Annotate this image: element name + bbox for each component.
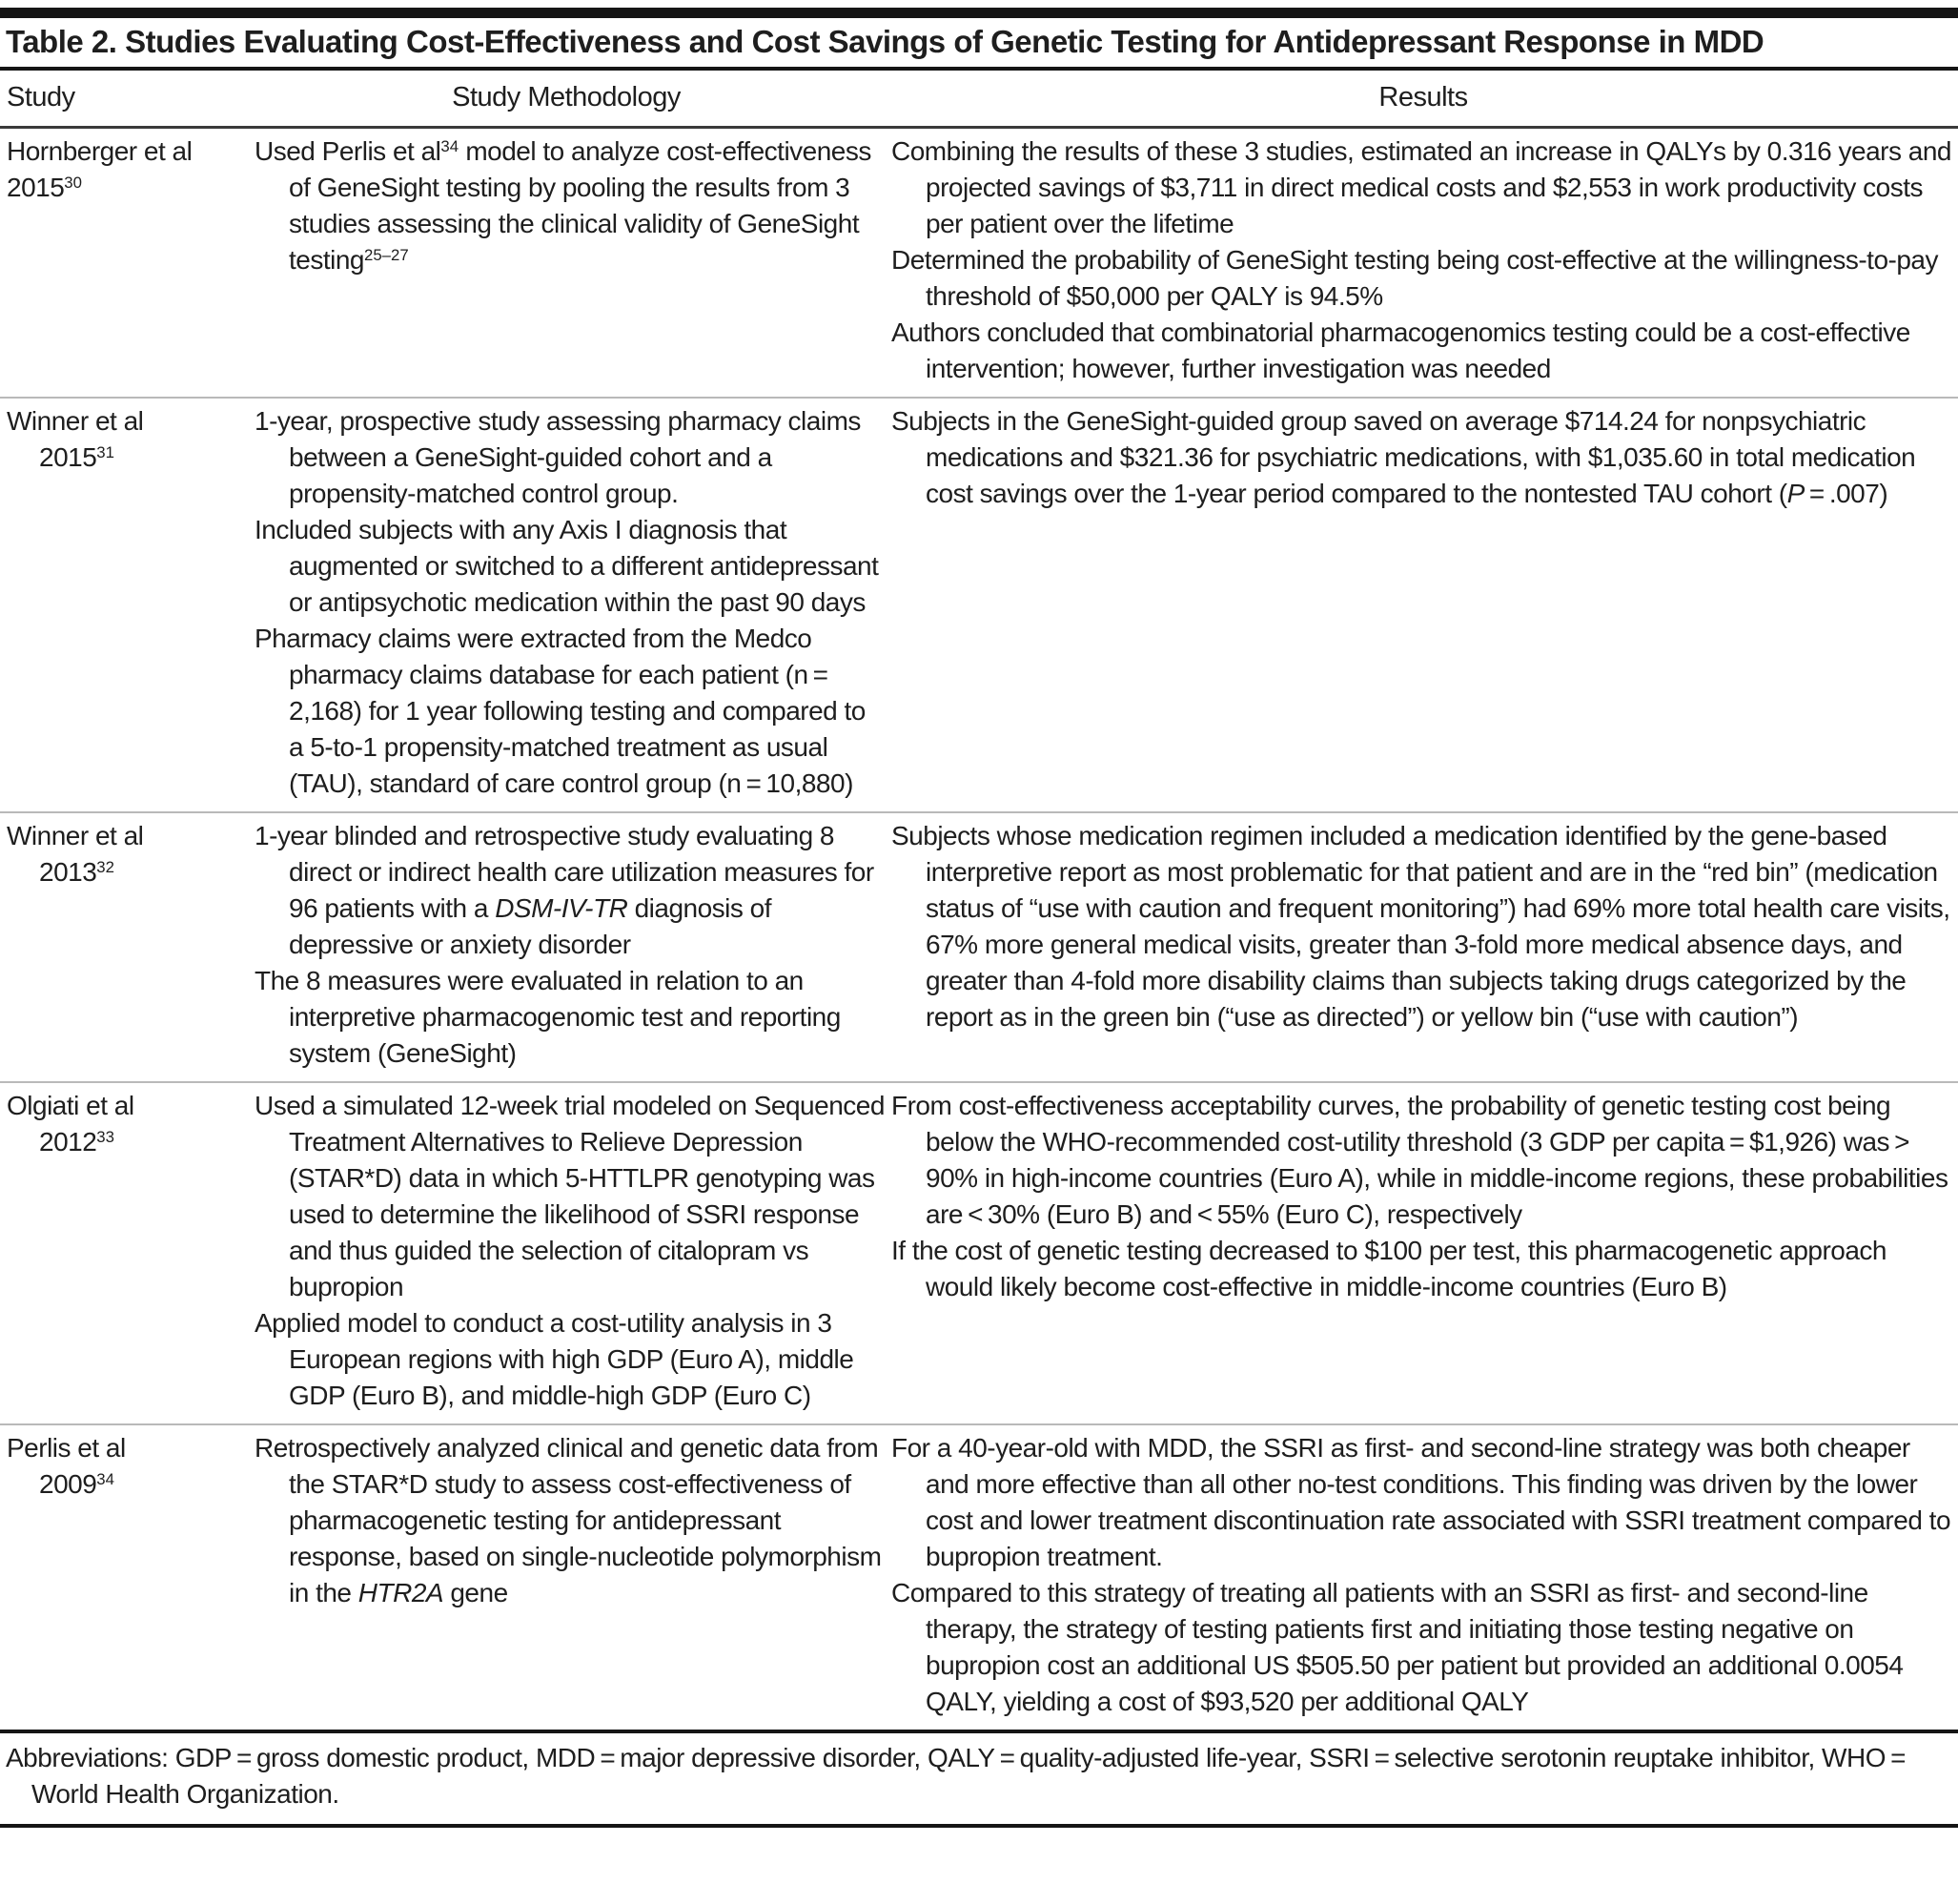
paragraph: Applied model to conduct a cost-utility analysis in 3 European regions with high GDP (Euro A), middle GDP (Euro B), and middle-high GDP (Euro C) — [255, 1308, 854, 1410]
study-name: Winner et al — [7, 406, 144, 436]
table-title: Table 2. Studies Evaluating Cost-Effectiveness and Cost Savings of Genetic Testing for Antidepressant Response in MDD — [0, 18, 1958, 71]
paragraph: Subjects in the GeneSight-guided group saved on average $714.24 for nonpsychiatric medications and $321.36 for psychiatric medications, with $1,035.60 in total medication cost savings over the 1-year period compared to the nontested TAU cohort (P = .007) — [891, 406, 1916, 508]
paragraph: Combining the results of these 3 studies, estimated an increase in QALYs by 0.316 years and projected savings of $3,711 in direct medical costs and $2,553 in work productivity costs per patient over the lifetime — [891, 136, 1951, 238]
column-header-results: Results — [888, 71, 1958, 128]
methodology-cell — [244, 812, 888, 1082]
reference-superscript: 30 — [64, 173, 82, 192]
italic-text: DSM-IV-TR — [495, 893, 628, 923]
table-row — [0, 1082, 1958, 1424]
table-footer — [0, 1730, 1958, 1828]
paragraph: 1-year, prospective study assessing pharmacy claims between a GeneSight-guided cohort and a propensity-matched control group. — [255, 406, 861, 508]
paragraph: For a 40-year-old with MDD, the SSRI as first- and second-line strategy was both cheaper and more effective than all other no-test conditions. This finding was driven by the lower cost and lower treatment discontinuation rate associated with SSRI treatment compared to bupropion treatment. — [891, 1433, 1951, 1571]
results-cell — [888, 1424, 1958, 1730]
paragraph: Retrospectively analyzed clinical and genetic data from the STAR*D study to assess cost-effectiveness of pharmacogenetic testing for antidepressant response, based on single-nucleotide polymorphism in the HTR2A gene — [255, 1433, 882, 1607]
study-name: Perlis et al — [7, 1433, 126, 1463]
paragraph: Authors concluded that combinatorial pharmacogenomics testing could be a cost-effective intervention; however, further investigation was needed — [891, 317, 1910, 383]
study-cell — [0, 398, 244, 812]
study-cell — [0, 812, 244, 1082]
paragraph: Used a simulated 12-week trial modeled on Sequenced Treatment Alternatives to Relieve Depression (STAR*D) data in which 5-HTTLPR genotyping was used to determine the likelihood of SSRI response and thus guided the selection of citalopram vs bupropion — [255, 1091, 885, 1301]
abbreviations-footnote: Abbreviations: GDP = gross domestic product, MDD = major depressive disorder, QALY = quality-adjusted life-year, SSRI = selective serotonin reuptake inhibitor, WHO = World Health Organization. — [6, 1743, 1911, 1809]
column-header-methodology: Study Methodology — [244, 71, 888, 128]
table-top-rule — [0, 8, 1958, 18]
table-row — [0, 398, 1958, 812]
table-header — [0, 71, 1958, 128]
paragraph: 1-year blinded and retrospective study evaluating 8 direct or indirect health care utilization measures for 96 patients with a DSM-IV-TR diagnosis of depressive or anxiety disorder — [255, 821, 874, 959]
methodology-cell — [244, 128, 888, 399]
italic-text: P — [1786, 479, 1805, 508]
paragraph: Determined the probability of GeneSight testing being cost-effective at the willingness-to-pay threshold of $50,000 per QALY is 94.5% — [891, 245, 1939, 311]
results-cell — [888, 812, 1958, 1082]
table-row — [0, 1424, 1958, 1730]
paragraph: Subjects whose medication regimen included a medication identified by the gene-based interpretive report as most problematic for that patient and are in the “red bin” (medication status of “use with caution and frequent monitoring”) had 69% more total health care visits, 67% more general medical visits, greater than 3-fold more medical absence days, and greater than 4-fold more disability claims than subjects taking drugs categorized by the report as in the green bin (“use as directed”) or yellow bin (“use with caution”) — [891, 821, 1950, 1032]
paragraph: Compared to this strategy of treating all patients with an SSRI as first- and second-line therapy, the strategy of testing patients first and initiating those testing negative on bupropion cost an additional US $505.50 per patient but provided an additional 0.0054 QALY, yielding a cost of $93,520 per additional QALY — [891, 1578, 1904, 1716]
reference-superscript: 32 — [96, 857, 114, 876]
results-cell — [888, 128, 1958, 399]
study-cell — [0, 1082, 244, 1424]
methodology-cell — [244, 398, 888, 812]
study-cell — [0, 128, 244, 399]
paragraph: Used Perlis et $al^{34}$ model to analyze cost-effectiveness of GeneSight testing by pooling the results from 3 studies assessing the clinical validity of GeneSight testing$^{25-27}$ — [255, 136, 871, 275]
study-cell — [0, 1424, 244, 1730]
study-year: 2009$^{34}$ — [39, 1469, 114, 1499]
study-year: 2013$^{32}$ — [39, 857, 114, 887]
paragraph: Included subjects with any Axis I diagnosis that augmented or switched to a different antidepressant or antipsychotic medication within the past 90 days — [255, 515, 879, 617]
paragraph: The 8 measures were evaluated in relation to an interpretive pharmacogenomic test and reporting system (GeneSight) — [255, 966, 841, 1068]
study-name: Hornberger et al — [7, 136, 193, 166]
italic-text: HTR2A — [357, 1578, 444, 1607]
results-cell — [888, 1082, 1958, 1424]
reference-superscript: 34 — [440, 136, 459, 155]
study-year: 2015$^{31}$ — [39, 442, 114, 472]
results-cell — [888, 398, 1958, 812]
table-row — [0, 128, 1958, 399]
study-year: 2012$^{33}$ — [39, 1127, 114, 1157]
paragraph: From cost-effectiveness acceptability curves, the probability of genetic testing cost being below the WHO-recommended cost-utility threshold (3 GDP per capita = $1,926) was > 90% in high-income countries (Euro A), while in middle-income regions, these probabilities are < 30% (Euro B) and < 55% (Euro C), respectively — [891, 1091, 1948, 1229]
methodology-cell — [244, 1082, 888, 1424]
column-header-study: Study — [0, 71, 244, 128]
reference-superscript: 33 — [96, 1127, 114, 1146]
reference-superscript: 25–27 — [364, 245, 409, 264]
study-year: 2015$^{30}$ — [7, 173, 82, 202]
study-name: Olgiati et al — [7, 1091, 134, 1120]
header-row — [0, 71, 1958, 128]
study-name: Winner et al — [7, 821, 144, 850]
paragraph: Pharmacy claims were extracted from the Medco pharmacy claims database for each patient (n = 2,168) for 1 year following testing and compared to a 5-to-1 propensity-matched treatment as usual (TAU), standard of care control group (n = 10,880) — [255, 624, 866, 798]
studies-table — [0, 71, 1958, 1730]
reference-superscript: 34 — [96, 1469, 114, 1488]
methodology-cell — [244, 1424, 888, 1730]
reference-superscript: 31 — [96, 442, 114, 461]
paragraph: If the cost of genetic testing decreased to $100 per test, this pharmacogenetic approach would likely become cost-effective in middle-income countries (Euro B) — [891, 1236, 1887, 1301]
table-body — [0, 128, 1958, 1730]
table-row — [0, 812, 1958, 1082]
